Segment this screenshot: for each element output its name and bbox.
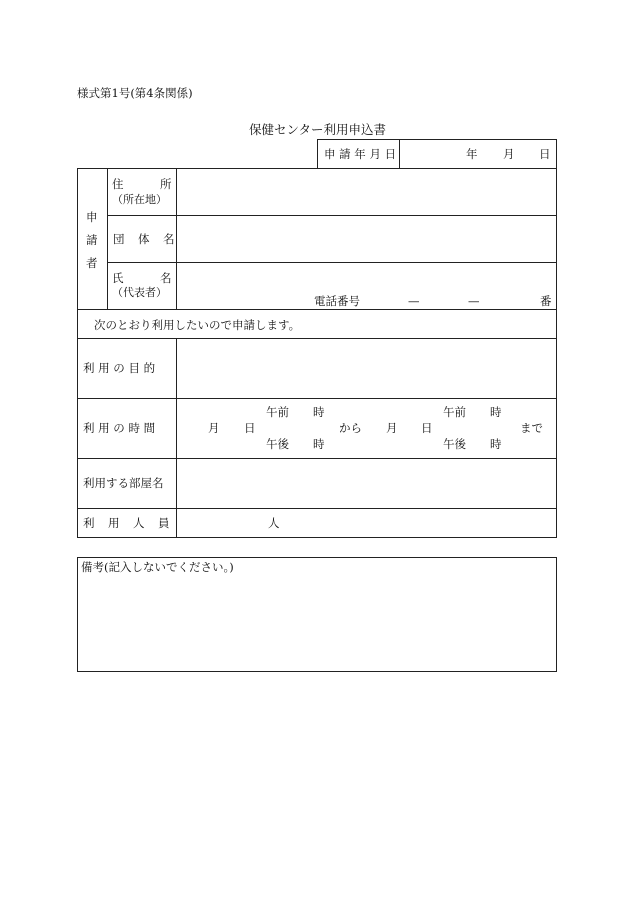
- time-end-pm[interactable]: 午後: [443, 437, 466, 451]
- time-start-am-hour: 時: [313, 405, 325, 419]
- phone-exchange-field[interactable]: [424, 292, 464, 308]
- room-label: 利用する部屋名: [83, 476, 164, 490]
- phone-dash-2: —: [468, 294, 480, 308]
- name-sub-label: （代表者）: [112, 286, 167, 299]
- time-end-am-hour-field[interactable]: [469, 403, 489, 421]
- time-end-day: 日: [421, 421, 433, 435]
- time-until: まで: [520, 421, 543, 435]
- divider: [77, 508, 557, 509]
- time-start-pm-hour: 時: [313, 437, 325, 451]
- time-start-am[interactable]: 午前: [266, 405, 289, 419]
- application-date-year: 年: [466, 147, 478, 161]
- time-start-pm-hour-field[interactable]: [292, 435, 312, 453]
- address-label-1: 住: [112, 177, 124, 191]
- group-name-label: 団 体 名: [113, 232, 176, 246]
- time-start-month: 月: [208, 421, 220, 435]
- time-end-am[interactable]: 午前: [443, 405, 466, 419]
- purpose-label: 利 用 の 目 的: [83, 361, 156, 375]
- time-start-day: 日: [244, 421, 256, 435]
- time-end-month-field[interactable]: [362, 418, 384, 436]
- room-field[interactable]: [177, 459, 556, 507]
- divider: [77, 309, 557, 310]
- time-end-pm-hour-field[interactable]: [469, 435, 489, 453]
- time-from: から: [339, 421, 362, 435]
- time-end-pm-hour: 時: [490, 437, 502, 451]
- name-label-2: 名: [160, 271, 172, 285]
- people-count-field[interactable]: [182, 510, 264, 536]
- purpose-field[interactable]: [177, 339, 556, 397]
- phone-number-field[interactable]: [484, 292, 536, 308]
- time-start-day-field[interactable]: [220, 418, 242, 436]
- people-label: 利 用 人 員: [83, 516, 171, 530]
- phone-area-code-field[interactable]: [364, 292, 404, 308]
- address-sub-label: （所在地）: [112, 193, 167, 206]
- time-end-am-hour: 時: [490, 405, 502, 419]
- group-name-field[interactable]: [177, 216, 556, 261]
- divider: [107, 168, 108, 309]
- remarks-box: [77, 557, 557, 672]
- application-date-label: 申 請 年 月 日: [324, 147, 397, 161]
- form-number: 様式第1号(第4条関係): [77, 86, 193, 100]
- application-date-field[interactable]: [400, 140, 556, 168]
- phone-suffix: 番: [540, 294, 552, 308]
- time-start-month-field[interactable]: [183, 418, 205, 436]
- applicant-label-2: 請: [86, 233, 98, 247]
- phone-label: 電話番号: [314, 294, 360, 308]
- applicant-label-1: 申: [86, 210, 98, 224]
- time-label: 利 用 の 時 間: [83, 421, 156, 435]
- statement-text: 次のとおり利用したいので申請します。: [94, 318, 301, 332]
- divider: [77, 398, 557, 399]
- page-title: 保健センター利用申込書: [249, 122, 387, 137]
- name-label-1: 氏: [112, 271, 124, 285]
- application-date-month: 月: [503, 147, 515, 161]
- applicant-label-3: 者: [86, 256, 98, 270]
- application-date-day: 日: [539, 147, 551, 161]
- name-field[interactable]: [177, 263, 556, 291]
- time-start-pm[interactable]: 午後: [266, 437, 289, 451]
- remarks-label: 備考(記入しないでください。): [81, 560, 234, 574]
- address-label-2: 所: [160, 177, 172, 191]
- time-start-am-hour-field[interactable]: [292, 403, 312, 421]
- phone-dash-1: —: [408, 294, 420, 308]
- address-field[interactable]: [177, 169, 556, 214]
- time-end-day-field[interactable]: [398, 418, 420, 436]
- time-end-month: 月: [386, 421, 398, 435]
- people-unit: 人: [268, 516, 280, 530]
